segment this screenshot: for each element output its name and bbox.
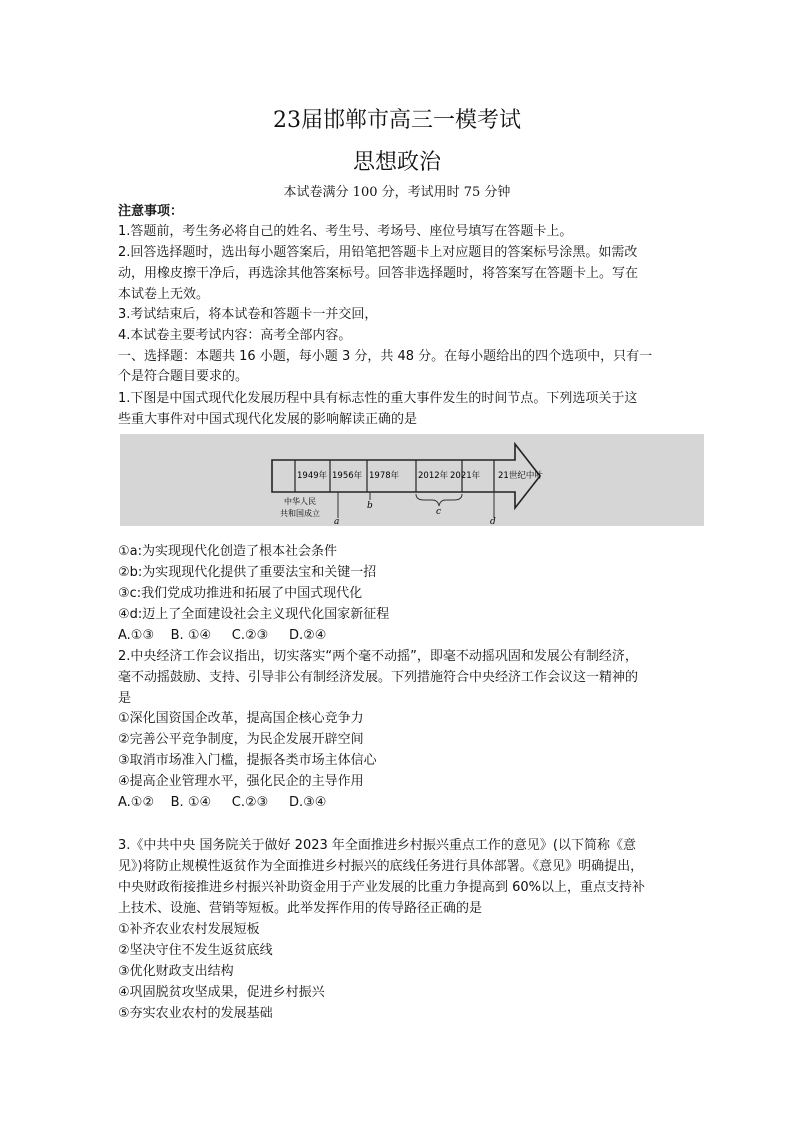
q2-stem-1: 2.中央经济工作会议指出，切实落实“两个毫不动摇”，即毫不动摇巩固和发展公有制经济， <box>118 649 638 664</box>
q1-options: A.①③ B. ①④ C.②③ D.②④ <box>118 628 327 643</box>
q2-item-2: ②完善公平竞争制度，为民企发展开辟空间 <box>118 732 364 747</box>
q1-item-4: ④d:迈上了全面建设社会主义现代化国家新征程 <box>118 607 390 622</box>
year-1978: 1978年 <box>369 471 400 481</box>
notes-line-3: 动，用橡皮擦干净后，再选涂其他答案标号。回答非选择题时，将答案写在答题卡上。写在 <box>118 266 639 281</box>
marker-a: a <box>334 517 340 526</box>
notes-line-6: 4.本试卷主要考试内容：高考全部内容。 <box>118 328 352 343</box>
q3-stem-4: 上技术、设施、营销等短板。此举发挥作用的传导路径正确的是 <box>118 901 483 916</box>
timeline-svg <box>120 434 704 526</box>
notes-heading: 注意事项： <box>118 204 184 219</box>
q3-item-3: ③优化财政支出结构 <box>118 964 234 979</box>
q2-item-1: ①深化国资国企改革，提高国企核心竞争力 <box>118 711 364 726</box>
notes-line-1: 1.答题前，考生务必将自己的姓名、考生号、考场号、座位号填写在答题卡上。 <box>118 224 573 239</box>
q2-item-3: ③取消市场准入门槛，提振各类市场主体信心 <box>118 753 377 768</box>
q2-stem-3: 是 <box>118 691 132 706</box>
q1-item-3: ③c:我们党成功推进和拓展了中国式现代化 <box>118 586 363 601</box>
q3-item-1: ①补齐农业农村发展短板 <box>118 922 260 937</box>
exam-title: 23届邯郸市高三一模考试 <box>273 108 521 133</box>
exam-info: 本试卷满分 100 分，考试用时 75 分钟 <box>283 185 511 200</box>
q1-item-2: ②b:为实现现代化提供了重要法宝和关键一招 <box>118 565 377 580</box>
q2-stem-2: 毫不动摇鼓励、支持、引导非公有制经济发展。下列措施符合中央经济工作会议这一精神的 <box>118 670 639 685</box>
notes-line-5: 3.考试结束后，将本试卷和答题卡一并交回， <box>118 307 378 322</box>
q1-stem-1: 1.下图是中国式现代化发展历程中具有标志性的重大事件发生的时间节点。下列选项关于这 <box>118 391 638 406</box>
founding-label-1: 中华人民 <box>284 497 316 506</box>
notes-line-4: 本试卷上无效。 <box>118 287 210 302</box>
q3-stem-1: 3.《中共中央 国务院关于做好 2023 年全面推进乡村振兴重点工作的意见》(以下简称《意 <box>118 838 636 853</box>
q3-item-4: ④巩固脱贫攻坚成果，促进乡村振兴 <box>118 985 325 1000</box>
section1-line-1: 一、选择题：本题共 16 小题，每小题 3 分，共 48 分。在每小题给出的四个选项中，只有一 <box>118 349 653 364</box>
q1-item-1: ①a:为实现现代化创造了根本社会条件 <box>118 544 338 559</box>
q1-stem-2: 些重大事件对中国式现代化发展的影响解读正确的是 <box>118 412 418 427</box>
section1-line-2: 个是符合题目要求的。 <box>118 369 249 384</box>
year-1956: 1956年 <box>332 471 363 481</box>
q2-options: A.①② B. ①④ C.②③ D.③④ <box>118 795 327 810</box>
q3-stem-3: 中央财政衔接推进乡村振兴补助资金用于产业发展的比重力争提高到 60%以上，重点支持补 <box>118 880 646 895</box>
q3-stem-2: 见》)将防止规模性返贫作为全面推进乡村振兴的底线任务进行具体部署。《意见》明确提出， <box>118 859 644 874</box>
q1-timeline-figure <box>120 434 704 526</box>
founding-label-2: 共和国成立 <box>280 509 320 518</box>
year-2021: 2021年 <box>450 471 481 481</box>
marker-d: d <box>490 517 496 526</box>
marker-c: c <box>436 507 442 517</box>
year-1949: 1949年 <box>297 471 328 481</box>
brace-c <box>416 494 462 506</box>
q2-item-4: ④提高企业管理水平，强化民企的主导作用 <box>118 774 364 789</box>
q3-item-5: ⑤夯实农业农村的发展基础 <box>118 1006 273 1021</box>
q3-item-2: ②坚决守住不发生返贫底线 <box>118 943 273 958</box>
marker-b: b <box>367 501 373 511</box>
year-midcentury: 21世纪中叶 <box>498 471 543 481</box>
notes-line-2: 2.回答选择题时，选出每小题答案后，用铅笔把答题卡上对应题目的答案标号涂黑。如需改 <box>118 245 638 260</box>
subject-title: 思想政治 <box>352 150 441 175</box>
year-2012: 2012年 <box>418 471 449 481</box>
